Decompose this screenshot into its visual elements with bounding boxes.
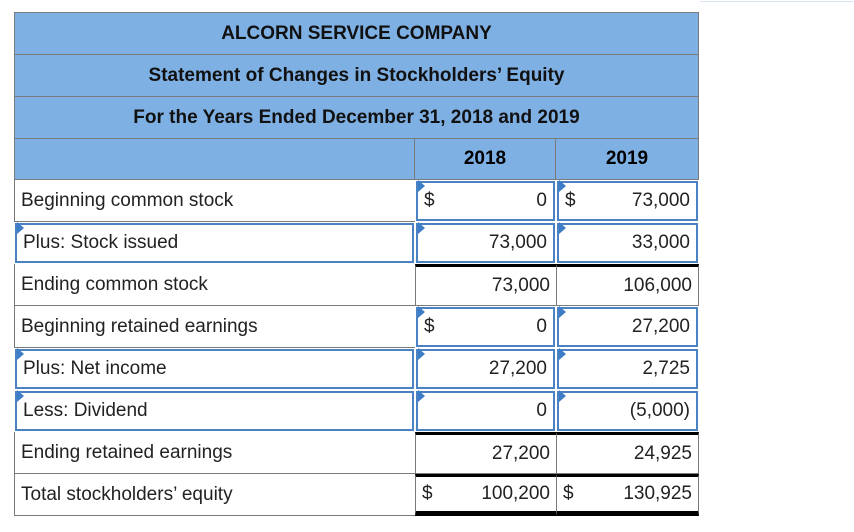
statement-title: Statement of Changes in Stockholders’ Equity [14,54,699,96]
amount: (5,000) [629,400,690,421]
table-row [14,180,699,222]
value-cell-2019[interactable] [557,223,698,263]
amount: 24,925 [633,443,692,464]
amount: 73,000 [491,275,550,296]
value-cell-2018 [415,432,556,474]
amount: 73,000 [631,190,690,211]
column-header-row [14,138,699,180]
row-label[interactable]: Plus: Net income [15,349,414,389]
year-2018-header: 2018 [415,139,556,179]
value-cell-2019[interactable] [557,391,698,431]
value-cell-2018[interactable] [416,349,555,389]
amount: 130,925 [623,483,692,504]
table-row [14,432,699,474]
table-row [14,348,699,390]
table-row [14,222,699,264]
value-cell-2019[interactable] [557,349,698,389]
value-cell-2018 [415,264,556,306]
label-column-header [15,139,415,179]
value-cell-2018 [415,474,556,516]
table-row [14,390,699,432]
amount: 33,000 [631,232,690,253]
table-row [14,306,699,348]
value-cell-2018[interactable] [416,181,555,221]
company-name: ALCORN SERVICE COMPANY [14,12,699,54]
amount: 27,200 [491,443,550,464]
year-2019-header: 2019 [605,148,649,169]
amount: 27,200 [631,316,690,337]
equity-statement-table [14,12,699,516]
table-row [14,474,699,516]
row-label: Total stockholders’ equity [14,474,415,516]
value-cell-2019 [556,264,699,306]
row-label: Ending retained earnings [14,432,415,474]
amount: 0 [536,316,547,337]
currency-symbol: $ [422,483,433,504]
amount: 2,725 [642,358,690,379]
value-cell-2018[interactable] [416,223,555,263]
row-label: Beginning retained earnings [14,306,415,348]
currency-symbol: $ [565,190,576,211]
statement-period: For the Years Ended December 31, 2018 and 2019 [14,96,699,138]
row-label: Beginning common stock [14,180,415,222]
table-row [14,264,699,306]
currency-symbol: $ [424,316,435,337]
amount: 106,000 [623,275,692,296]
currency-symbol: $ [563,483,574,504]
row-label: Ending common stock [14,264,415,306]
amount: 27,200 [488,358,547,379]
value-cell-2019[interactable] [557,307,698,347]
value-cell-2019 [556,474,699,516]
amount: 0 [536,190,547,211]
top-divider [700,1,854,2]
currency-symbol: $ [424,190,435,211]
amount: 100,200 [481,483,550,504]
row-label[interactable]: Plus: Stock issued [15,223,414,263]
value-cell-2018[interactable] [416,391,555,431]
amount: 73,000 [488,232,547,253]
row-label[interactable]: Less: Dividend [15,391,414,431]
value-cell-2019 [556,432,699,474]
amount: 0 [536,400,547,421]
value-cell-2018[interactable] [416,307,555,347]
value-cell-2019[interactable] [557,181,698,221]
